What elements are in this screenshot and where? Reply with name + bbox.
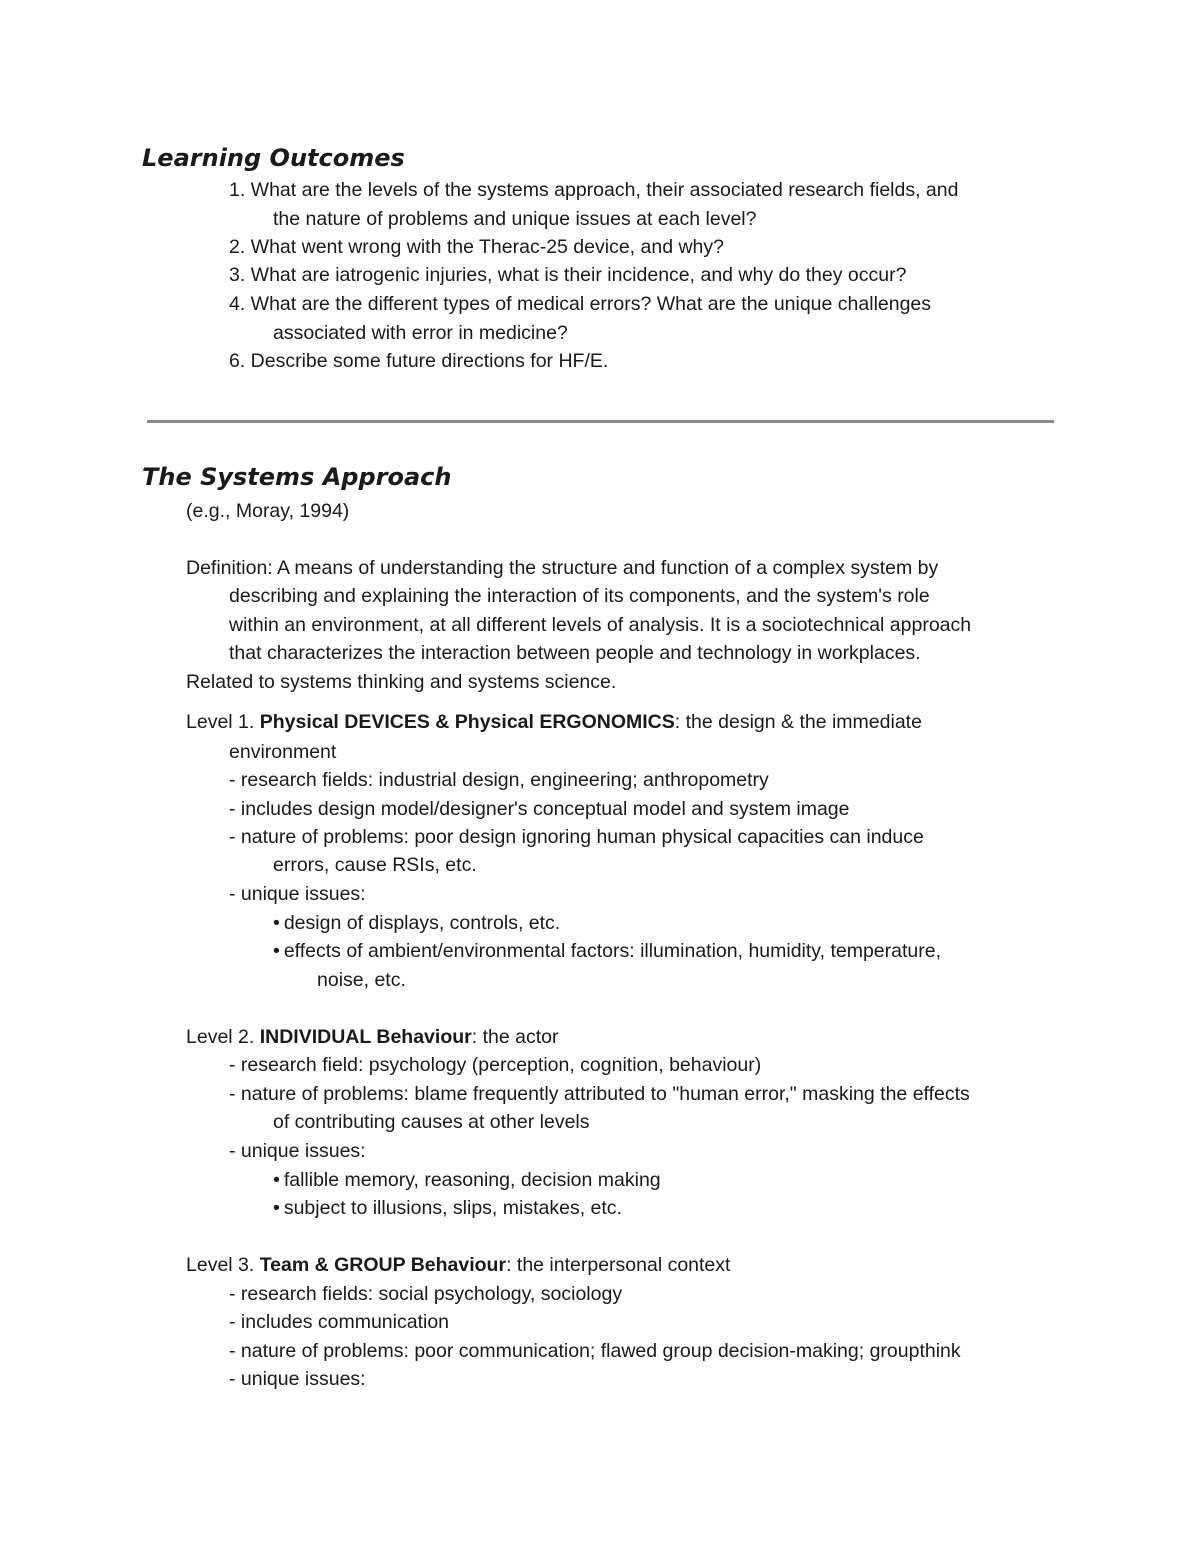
level-1-item: - nature of problems: poor design ignoring human physical capacities can induce [229,826,924,848]
level-1-bullet: • effects of ambient/environmental factors: illumination, humidity, temperature, [273,939,941,963]
level-1-item: - includes design model/designer's conceptual model and system image [229,798,850,820]
level-1-heading: Level 1. Physical DEVICES & Physical ERGONOMICS: the design & the immediate [186,711,922,733]
level-3-heading: Level 3. Team & GROUP Behaviour: the interpersonal context [186,1254,731,1276]
definition-line: Definition: A means of understanding the structure and function of a complex system by [186,557,939,579]
definition-line: that characterizes the interaction between people and technology in workplaces. [229,642,921,664]
outcome-line: 3. What are iatrogenic injuries, what is their incidence, and why do they occur? [229,264,907,286]
outcome-line: 6. Describe some future directions for HF/E. [229,350,609,372]
level-1-item: errors, cause RSIs, etc. [273,854,477,876]
level-1-bullet-continuation: noise, etc. [317,969,406,991]
citation: (e.g., Moray, 1994) [186,500,350,522]
outcome-line: associated with error in medicine? [273,322,568,344]
definition-line: describing and explaining the interaction of its components, and the system's role [229,585,930,607]
related-line: Related to systems thinking and systems science. [186,671,617,693]
outcome-line: 2. What went wrong with the Therac-25 device, and why? [229,236,724,258]
level-3-item: - includes communication [229,1311,450,1333]
level-1-item: - research fields: industrial design, engineering; anthropometry [229,769,769,791]
definition-line: within an environment, at all different levels of analysis. It is a sociotechnical approach [229,614,972,636]
level-1-heading-continuation: environment [229,741,337,763]
level-3-item: - nature of problems: poor communication; flawed group decision-making; groupthink [229,1340,961,1362]
level-2-heading: Level 2. INDIVIDUAL Behaviour: the actor [186,1026,559,1048]
learning-outcomes-heading: Learning Outcomes [142,144,405,172]
level-2-bullet: • fallible memory, reasoning, decision making [273,1168,661,1192]
level-3-item: - research fields: social psychology, sociology [229,1283,623,1305]
level-2-bullet: • subject to illusions, slips, mistakes, etc. [273,1196,622,1220]
level-2-item: of contributing causes at other levels [273,1111,590,1133]
systems-approach-heading: The Systems Approach [142,463,452,491]
outcome-line: the nature of problems and unique issues at each level? [273,208,757,230]
level-3-item: - unique issues: [229,1368,366,1390]
level-1-item: - unique issues: [229,883,366,905]
level-2-item: - nature of problems: blame frequently attributed to "human error," masking the effects [229,1083,970,1105]
level-2-item: - unique issues: [229,1140,366,1162]
outcome-line: 1. What are the levels of the systems approach, their associated research fields, and [229,179,959,201]
level-1-bullet: • design of displays, controls, etc. [273,911,560,935]
outcome-line: 4. What are the different types of medical errors? What are the unique challenges [229,293,932,315]
level-2-item: - research field: psychology (perception, cognition, behaviour) [229,1054,762,1076]
horizontal-divider [147,420,1054,423]
